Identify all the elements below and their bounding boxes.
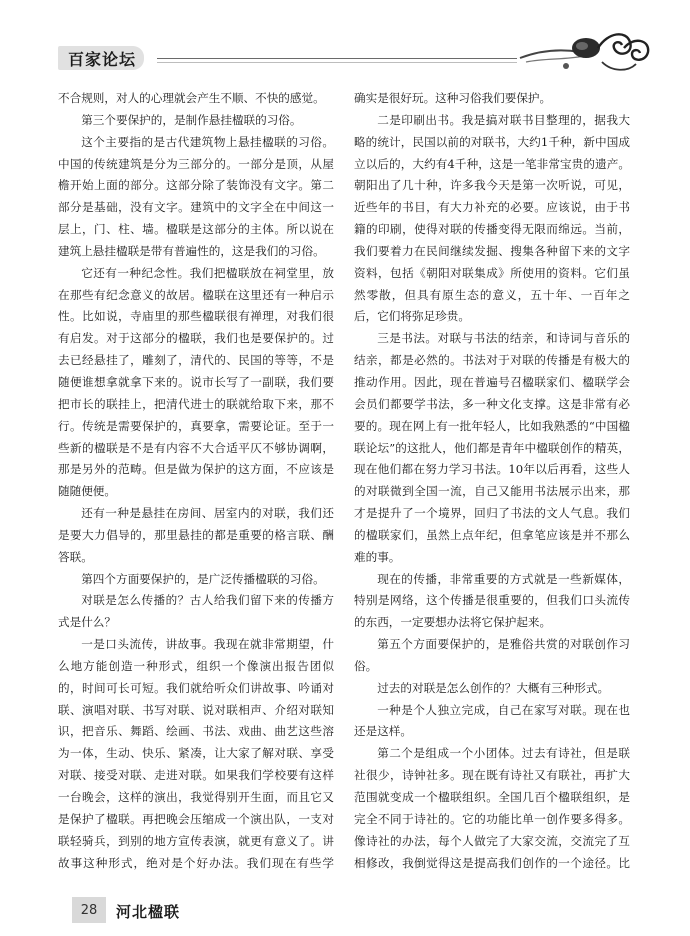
article-body [58, 88, 638, 878]
publication-name: 河北楹联 [116, 903, 181, 921]
page-number: 28 [72, 897, 106, 923]
paragraph: 过去的对联是怎么创作的？大概有三种形式。 [377, 680, 610, 695]
paragraph: 还有一种是悬挂在房间、居室内的对联，我们还是要大力倡导的，那里悬挂的都是重要的格言联、酬答联。 [58, 506, 334, 564]
paragraph: 现在的传播，非常重要的方式就是一些新媒体，特别是网络，这个传播是很重要的，但我们口头流传的东西，一定要想办法将它保护起来。 [354, 571, 630, 630]
paragraph: 三是书法。对联与书法的结亲，和诗词与音乐的结亲，都是必然的。书法对于对联的传播是有极大的推动作用。因此，现在普遍号召楹联家们、楹联学会会员们都要学书法，多一种文化支撑。这是非常有必要的。现在网上有一批年轻人，比如我熟悉的“中国楹联论坛”的这批人，他们都是青年中楹联创作的精英，现在他们都在努力学习书法。10年以后再看，这些人的对联微到全国一流，自己又能用书法展示出来，那才是提升了一个境界，回归了书法的文人气息。我们的楹联家们，虽然上点年纪，但拿笔应该是并不那么难的事。 [354, 331, 630, 564]
paragraph: 一是口头流传，讲故事。我现在就非常期望，什么地方能创造一种形式，组织一个像演出报告团似的，时间可长可短。我们就给听众们讲故事、吟诵对联、演唱对联、书写对联、说对联相声、介绍对联知识，把音乐、舞蹈、绘画、书法、戏曲、曲艺这些溶为一体，生动、快乐、紧凑，让大家了解对联、享受对联、接受对联、走进对联。如果我们学校要有这样一台晚会，这样的演出，我觉得别开生面，而且它又是保护了楹联。再把晚会压缩成一个演出队，一支对联轻骑兵，到别的地方宣传表演，就更有意义了。讲故事这种形式，绝对是个好办法。我们现在有些学 [58, 637, 334, 870]
page-footer [0, 895, 690, 936]
paragraph: 第三个要保护的，是制作悬挂楹联的习俗。 [81, 112, 302, 127]
paragraph: 第四个方面要保护的，是广泛传播楹联的习俗。 [81, 571, 325, 586]
header-rule-thin [157, 62, 517, 63]
paragraph: 一种是个人独立完成，自己在家写对联。现在也还是这样。 [354, 702, 630, 739]
scroll-brush-ornament-icon [506, 18, 656, 82]
paragraph: 它还有一种纪念性。我们把楹联放在祠堂里，放在那些有纪念意义的故居。楹联在这里还有一种启示性。比如说，寺庙里的那些楹联很有禅理，对我们很有启发。对于这部分的楹联，我们也是要保护的。过去已经悬挂了，雕刻了，清代的、民国的等等，不是随便谁想拿就拿下来的。说市长写了一副联，我们要把市长的联挂上，把清代进士的联就给取下来，那不行。传统是需要保护的，真要拿，需要论证。至于一些新的楹联是不是有内容不大合适平仄不够协调啊，那是另外的范畴。但是做为保护的这方面，不应该是随随便便。 [58, 265, 334, 499]
right-column [354, 88, 630, 878]
section-title: 百家论坛 [68, 49, 137, 69]
paragraph: 这个主要指的是古代建筑物上悬挂楹联的习俗。中国的传统建筑是分为三部分的。一部分是顶，从屋檐开始上面的部分。这部分除了装饰没有文字。第二部分是基础，没有文字。建筑中的文字全在中间这一层上，门、柱、墙。楹联是这部分的主体。所以说在建筑上悬挂楹联是带有普遍性的，这是我们的习俗。 [58, 134, 334, 258]
paragraph: 不合规则，对人的心理就会产生不顺、不快的感觉。 [58, 91, 325, 105]
paragraph: 第五个方面要保护的，是雅俗共赏的对联创作习俗。 [354, 637, 630, 673]
left-column [58, 88, 334, 878]
paragraph: 确实是很好玩。这种习俗我们要保护。 [354, 91, 552, 105]
header-rule [157, 58, 517, 59]
paragraph: 第二个是组成一个小团体。过去有诗社，但是联社很少，诗钟社多。现在既有诗社又有联社，再扩大范围就变成一个楹联组织。全国几百个楹联组织，是完全不同于诗社的。它的功能比单一创作要多得多。像诗社的办法，每个人做完了大家交流，交流完了互相修改，我倒觉得这是提高我们创作的一个途径。比 [354, 746, 630, 870]
paragraph: 二是印刷出书。我是搞对联书目整理的，据我大略的统计，民国以前的对联书，大约1千种，新中国成立以后的，大约有4千种，这是一笔非常宝贵的遗产。朝阳出了几十种，许多我今天是第一次听说，可见，近些年的书目，有大力补充的必要。应该说，由于书籍的印刷，使得对联的传播变得无限而绵远。当前，我们要着力在民间继续发掘、搜集各种留下来的文字资料，包括《朝阳对联集成》所使用的资料。它们虽然零散，但具有原生态的意义，五十年、一百年之后，它们将弥足珍贵。 [354, 112, 630, 324]
section-tab [58, 46, 144, 70]
paragraph: 对联是怎么传播的？古人给我们留下来的传播方式是什么？ [58, 593, 334, 630]
page-header [0, 0, 690, 84]
